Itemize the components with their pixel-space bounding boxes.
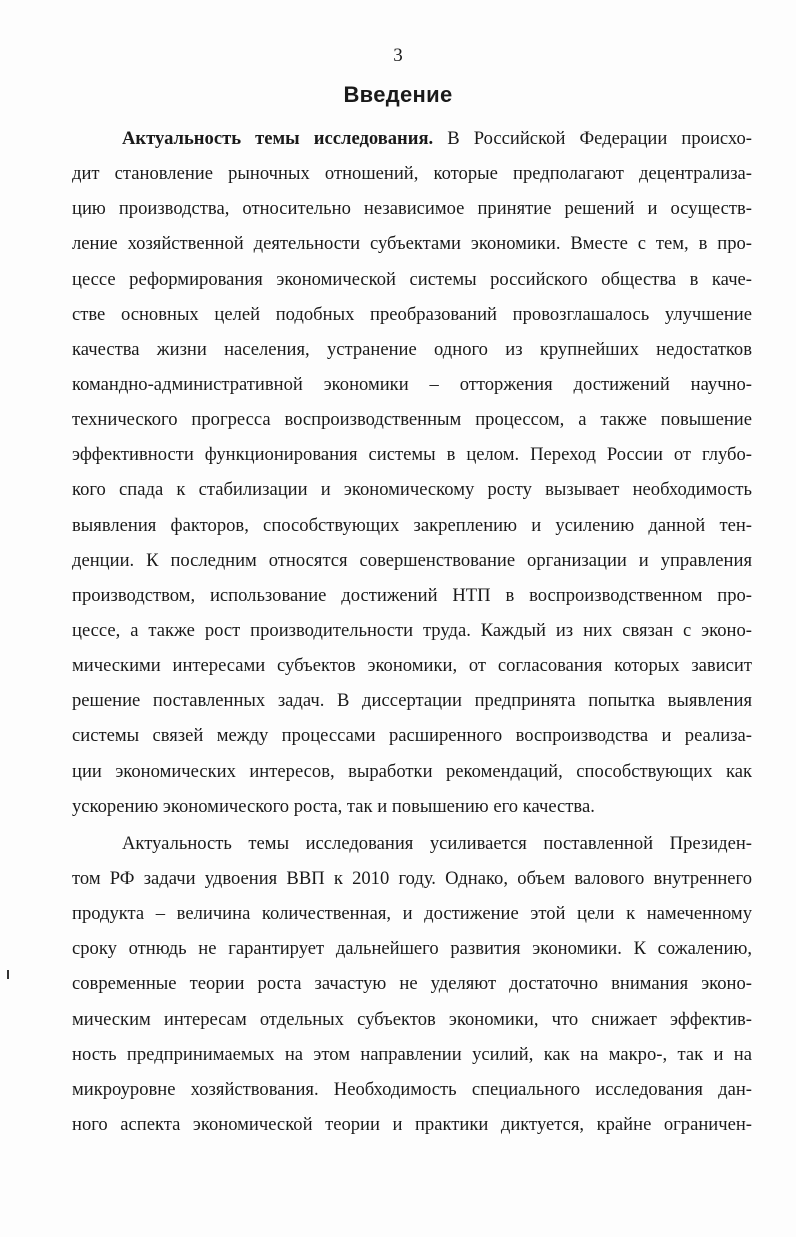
text-line: мическими интересами субъектов экономики, от согласования которых зависит [72, 655, 752, 677]
text-line: сроку отнюдь не гарантирует дальнейшего развития экономики. К сожалению, [72, 938, 752, 960]
text-line: решение поставленных задач. В диссертации предпринята попытка выявления [72, 690, 752, 712]
text-line: цию производства, относительно независимое принятие решений и осуществ- [72, 198, 752, 220]
paragraph-1 [72, 121, 752, 824]
paragraph-2 [72, 826, 752, 1142]
text-line: дит становление рыночных отношений, которые предполагают децентрализа- [72, 163, 752, 185]
text-line: цессе реформирования экономической системы российского общества в каче- [72, 268, 752, 290]
text-line: кого спада к стабилизации и экономическому росту вызывает необходимость [72, 479, 752, 501]
text-line: продукта – величина количественная, и достижение этой цели к намеченному [72, 903, 752, 925]
text-line: стве основных целей подобных преобразований провозглашалось улучшение [72, 303, 752, 325]
text-line: мическим интересам отдельных субъектов экономики, что снижает эффектив- [72, 1008, 752, 1030]
text-line: ускорению экономического роста, так и повышению его качества. [72, 795, 595, 817]
text-line: Актуальность темы исследования усиливается поставленной Президен- [122, 832, 752, 854]
text-line: ность предпринимаемых на этом направлении усилий, как на макро-, так и на [72, 1043, 752, 1065]
section-heading: Введение [343, 82, 453, 107]
text-line: ного аспекта экономической теории и практики диктуется, крайне ограничен- [72, 1113, 752, 1135]
text-line: цессе, а также рост производительности труда. Каждый из них связан с эконо- [72, 619, 752, 641]
page-number: 3 [393, 45, 403, 66]
text-line: ции экономических интересов, выработки рекомендаций, способствующих как [72, 760, 752, 782]
scan-margin-mark [7, 970, 9, 979]
text-line: современные теории роста зачастую не уделяют достаточно внимания эконо- [72, 973, 752, 995]
text-run: В Российской Федерации происхо- [433, 128, 752, 149]
text-line: эффективности функционирования системы в целом. Переход России от глубо- [72, 444, 752, 466]
body-text [72, 121, 752, 1142]
text-line: микроуровне хозяйствования. Необходимость специального исследования дан- [72, 1078, 752, 1100]
text-line: системы связей между процессами расширенного воспроизводства и реализа- [72, 725, 752, 747]
text-line: том РФ задачи удвоения ВВП к 2010 году. Однако, объем валового внутреннего [72, 867, 752, 889]
paragraph-lead: Актуальность темы исследования. [122, 128, 434, 149]
text-line: выявления факторов, способствующих закреплению и усилению данной тен- [72, 514, 752, 536]
text-line [72, 121, 752, 156]
text-line: ление хозяйственной деятельности субъектами экономики. Вместе с тем, в про- [72, 233, 752, 255]
text-line: производством, использование достижений НТП в воспроизводственном про- [72, 584, 752, 606]
text-line: качества жизни населения, устранение одного из крупнейших недостатков [72, 338, 752, 360]
text-line: технического прогресса воспроизводственным процессом, а также повышение [72, 409, 752, 431]
text-line: командно-административной экономики – отторжения достижений научно- [72, 373, 752, 395]
text-line: денции. К последним относятся совершенствование организации и управления [72, 549, 752, 571]
